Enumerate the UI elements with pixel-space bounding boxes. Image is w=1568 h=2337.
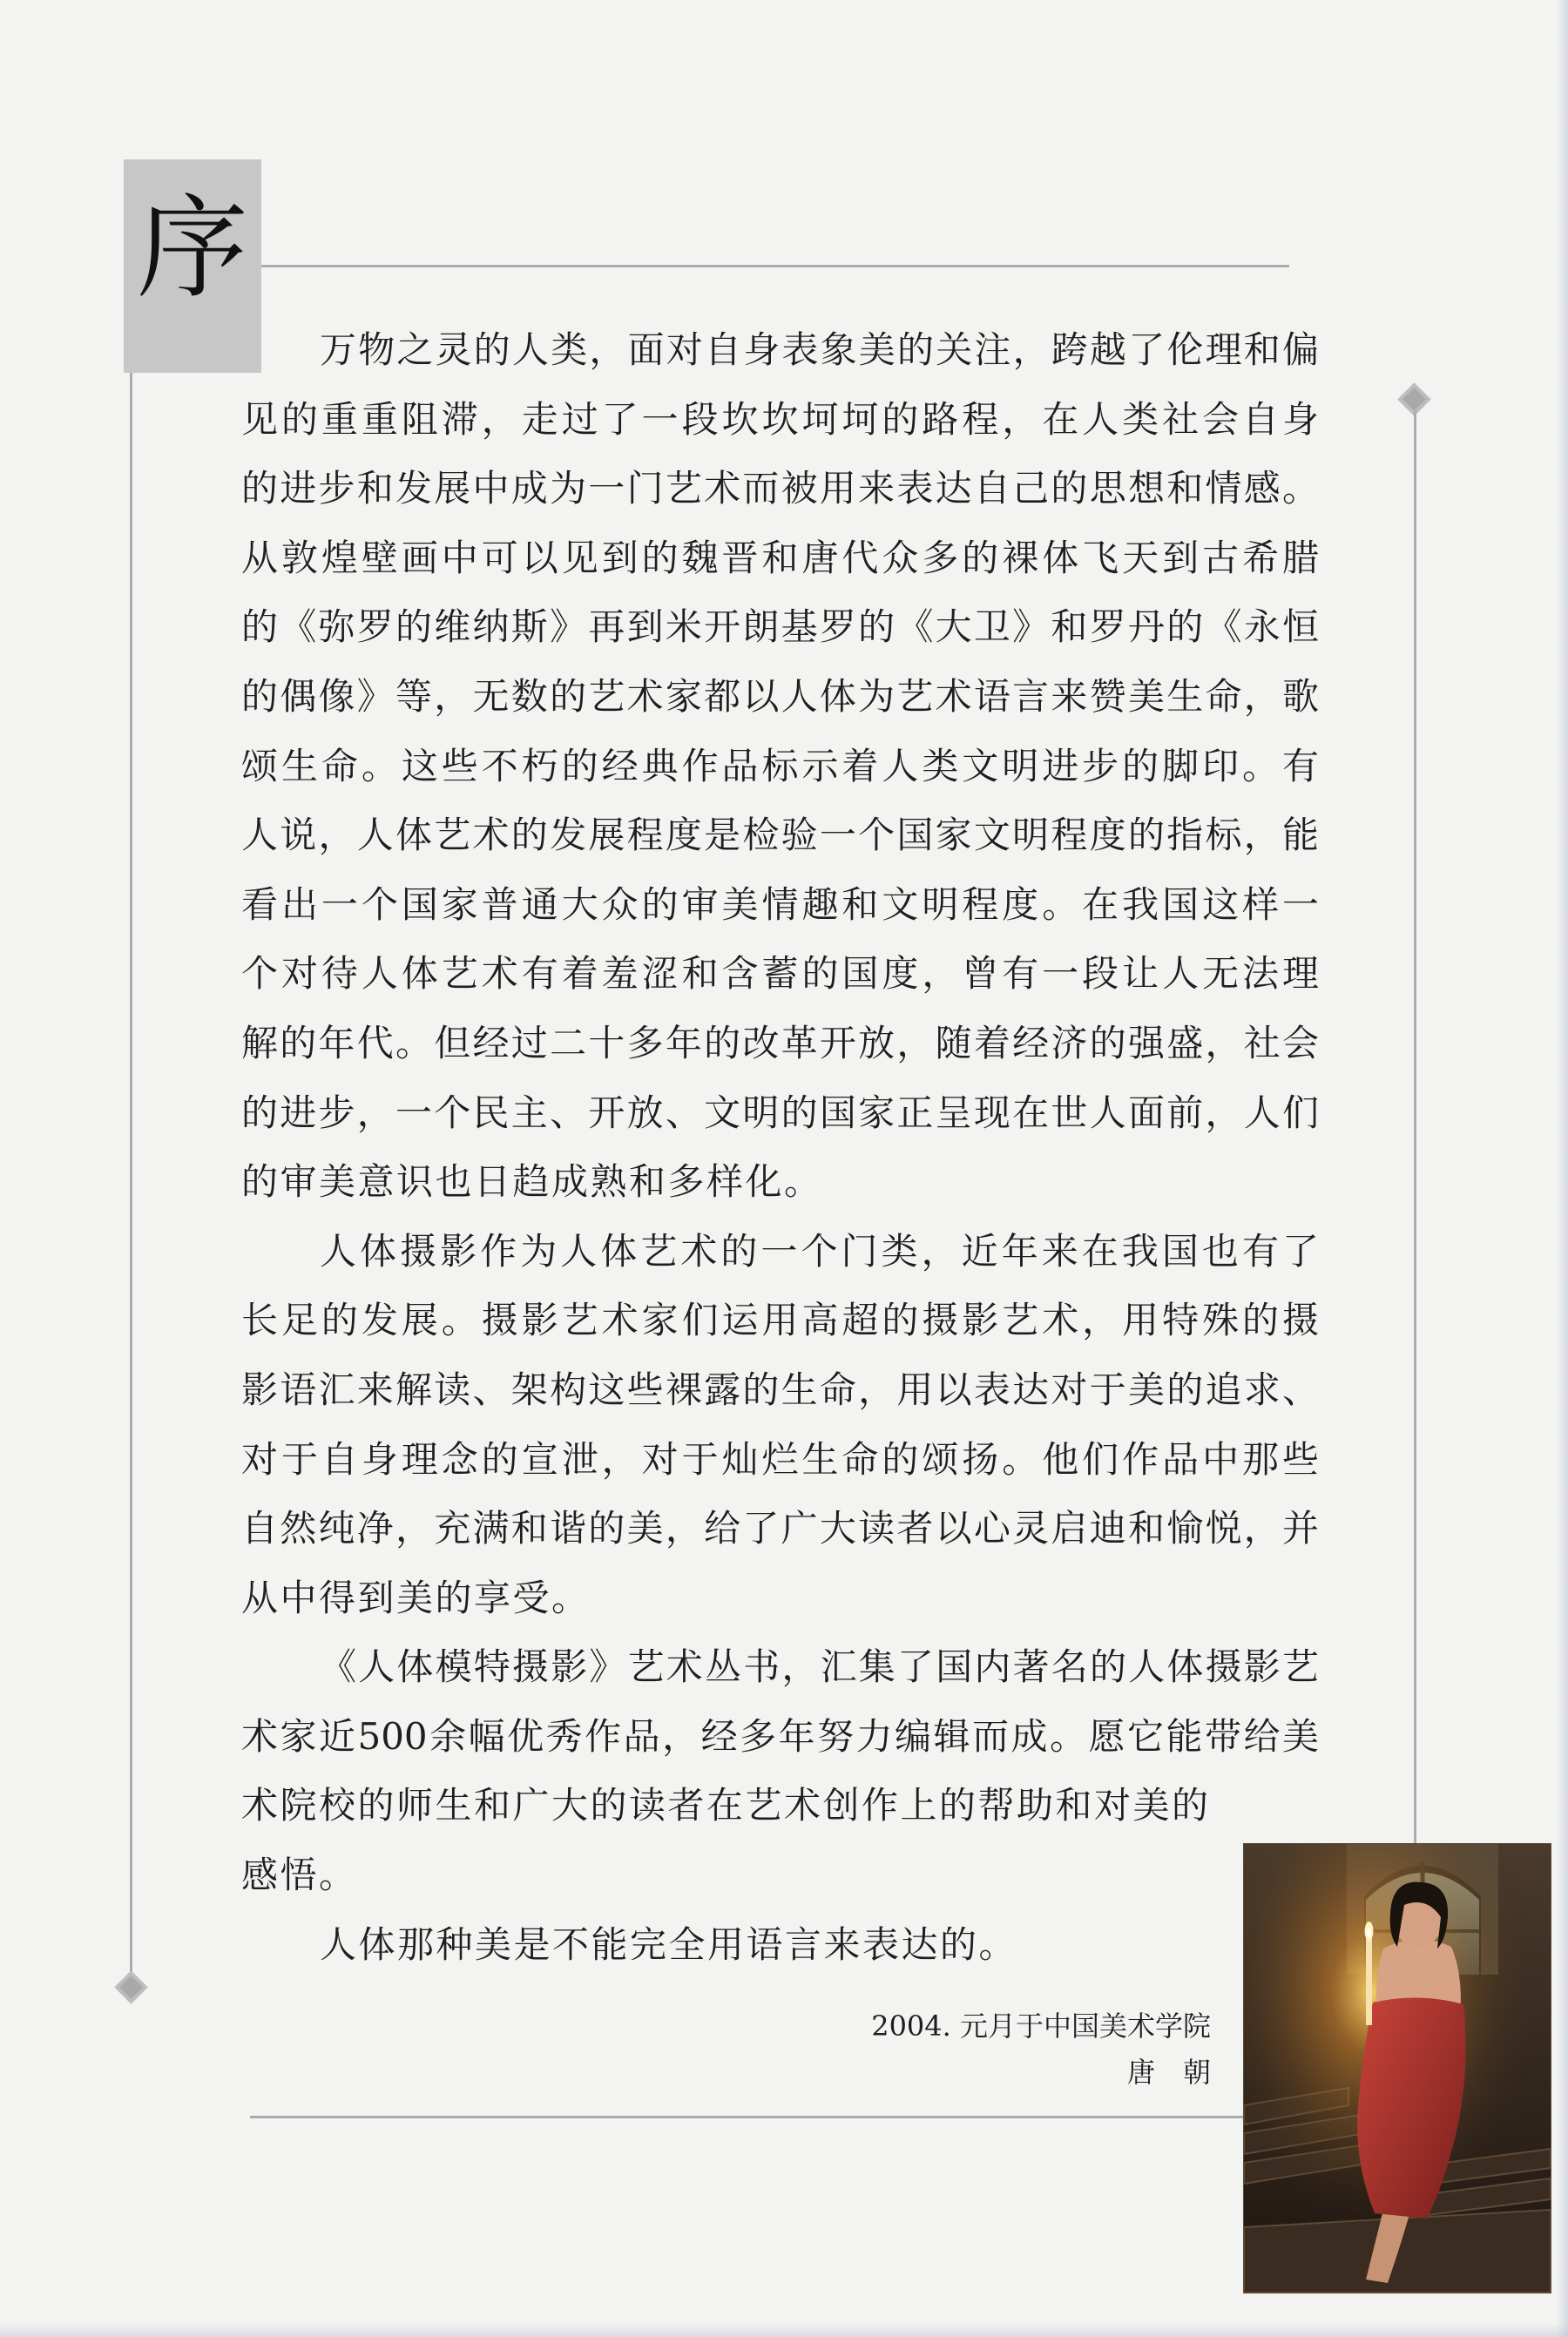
text-line: 的审美意识也日趋成熟和多样化。	[241, 1160, 823, 1204]
text-line: 人体摄影作为人体艺术的一个门类，近年来在我国也有了	[320, 1229, 1319, 1273]
text-line: 术院校的师生和广大的读者在艺术创作上的帮助和对美的	[241, 1784, 1211, 1827]
signature-date-place: 2004. 元月于中国美术学院	[871, 2009, 1211, 2043]
text-line: 对于自身理念的宣泄，对于灿烂生命的颂扬。他们作品中那些	[241, 1437, 1319, 1481]
signature	[758, 2003, 1211, 2096]
text-line: 解的年代。但经过二十多年的改革开放，随着经济的强盛，社会	[241, 1021, 1319, 1064]
text-line: 从中得到美的享受。	[241, 1576, 591, 1619]
text-line: 颂生命。这些不朽的经典作品标示着人类文明进步的脚印。有	[241, 744, 1319, 787]
photo-candle	[1365, 1922, 1374, 2025]
paragraph-2	[241, 1217, 1319, 1633]
page-title: 序	[136, 184, 248, 314]
photograph	[1244, 1844, 1551, 2293]
text-line: 影语汇来解读、架构这些裸露的生命，用以表达对于美的追求、	[241, 1368, 1319, 1411]
text-line: 的《弥罗的维纳斯》再到米开朗基罗的《大卫》和罗丹的《永恒	[241, 605, 1319, 649]
bottom-rule	[250, 2116, 1244, 2118]
paragraph-4	[241, 1910, 1319, 1980]
right-rule	[1414, 411, 1416, 1844]
text-line: 万物之灵的人类，面对自身表象美的关注，跨越了伦理和偏	[320, 328, 1319, 371]
paragraph-3	[241, 1632, 1319, 1909]
text-line: 自然纯净，充满和谐的美，给了广大读者以心灵启迪和愉悦，并	[241, 1507, 1319, 1550]
scan-edge-bottom	[0, 2323, 1568, 2337]
text-line: 长足的发展。摄影艺术家们运用高超的摄影艺术，用特殊的摄	[241, 1299, 1319, 1342]
signature-author: 唐 朝	[1126, 2056, 1211, 2089]
preface-body	[241, 315, 1319, 1979]
text-line: 《人体模特摄影》艺术丛书，汇集了国内著名的人体摄影艺	[320, 1645, 1319, 1689]
text-line: 看出一个国家普通大众的审美情趣和文明程度。在我国这样一	[241, 882, 1319, 926]
scan-edge-right	[1556, 0, 1568, 2337]
diamond-icon	[114, 1970, 147, 2003]
text-line: 术家近500余幅优秀作品，经多年努力编辑而成。愿它能带给美	[241, 1714, 1319, 1758]
text-line: 人说，人体艺术的发展程度是检验一个国家文明程度的指标，能	[241, 814, 1319, 857]
photograph-illustration	[1244, 1844, 1551, 2293]
text-line: 的偶像》等，无数的艺术家都以人体为艺术语言来赞美生命，歌	[241, 674, 1319, 718]
top-rule	[261, 265, 1289, 267]
paragraph-1	[241, 315, 1319, 1217]
text-line: 的进步和发展中成为一门艺术而被用来表达自己的思想和情感。	[241, 467, 1319, 510]
left-rule	[130, 373, 132, 1974]
text-line: 从敦煌壁画中可以见到的魏晋和唐代众多的裸体飞天到古希腊	[241, 536, 1319, 579]
text-line: 人体那种美是不能完全用语言来表达的。	[320, 1922, 1018, 1966]
text-line: 感悟。	[241, 1854, 358, 1897]
text-line: 个对待人体艺术有着羞涩和含蓄的国度，曾有一段让人无法理	[241, 952, 1319, 996]
text-line: 见的重重阻滞，走过了一段坎坎坷坷的路程，在人类社会自身	[241, 397, 1319, 441]
text-line: 的进步，一个民主、开放、文明的国家正呈现在世人面前，人们	[241, 1091, 1319, 1134]
